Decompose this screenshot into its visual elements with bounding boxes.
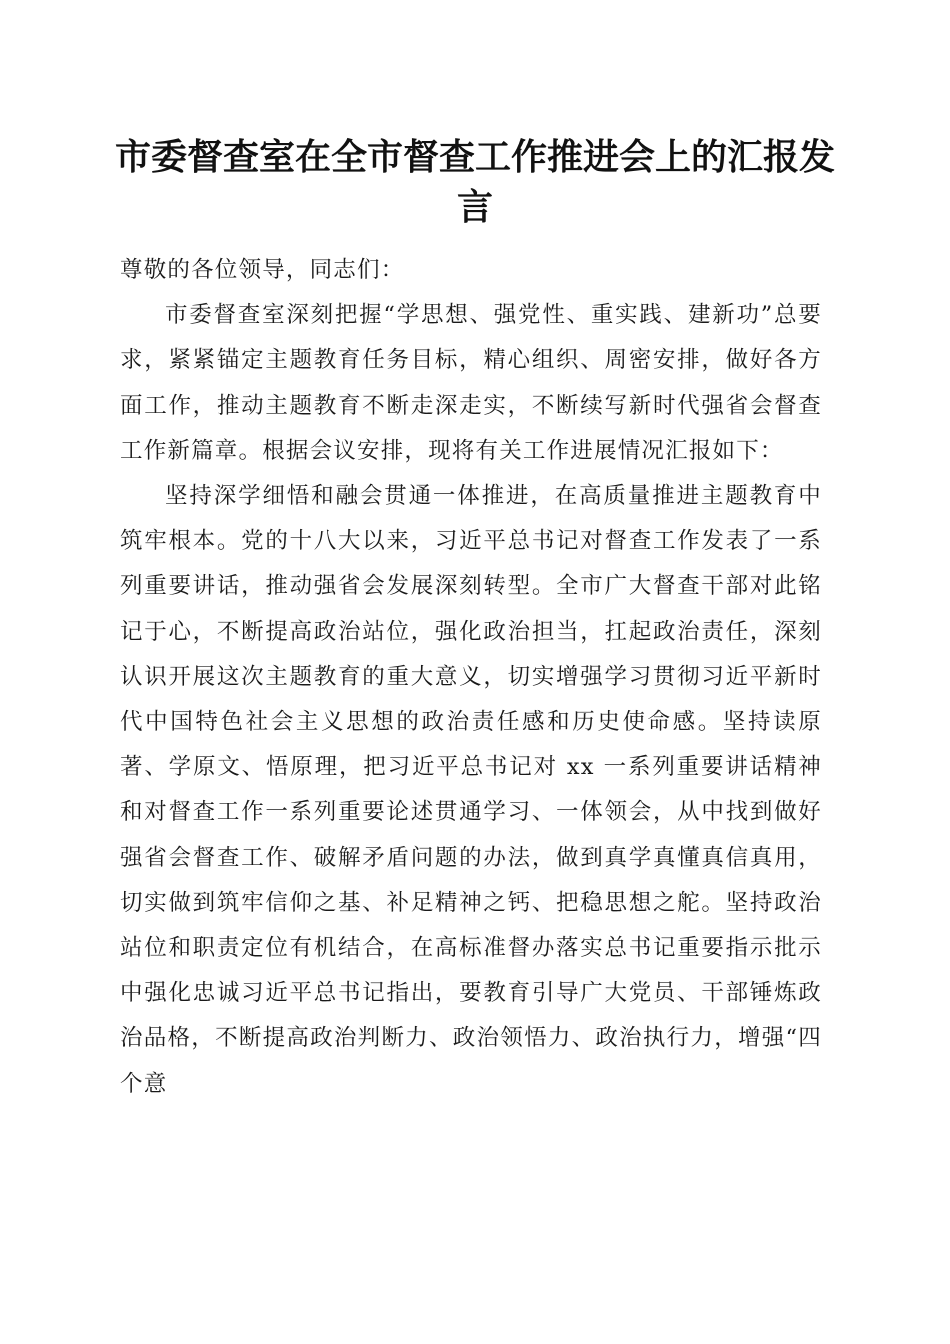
paragraph-intro: 市委督查室深刻把握“学思想、强党性、重实践、建新功”总要求，紧紧锚定主题教育任务目标，精心组织、周密安排，做好各方面工作，推动主题教育不断走深走实，不断续写新时代强省会督查工作新篇章。根据会议安排，现将有关工作进展情况汇报如下：: [120, 302, 822, 464]
document-title: 市委督查室在全市督查工作推进会上的汇报发言: [114, 136, 835, 228]
document-body: [120, 248, 822, 1107]
paragraph-study: 坚持深学细悟和融会贯通一体推进，在高质量推进主题教育中筑牢根本。党的十八大以来，习近平总书记对督查工作发表了一系列重要讲话，推动强省会发展深刻转型。全市广大督查干部对此铭记于心，不断提高政治站位，强化政治担当，扛起政治责任，深刻认识开展这次主题教育的重大意义，切实增强学习贯彻习近平新时代中国特色社会主义思想的政治责任感和历史使命感。坚持读原著、学原文、悟原理，把习近平总书记对 xx 一系列重要讲话精神和对督查工作一系列重要论述贯通学习、一体领会，从中找到做好强省会督查工作、破解矛盾问题的办法，做到真学真懂真信真用，切实做到筑牢信仰之基、补足精神之钙、把稳思想之舵。坚持政治站位和职责定位有机结合，在高标准督办落实总书记重要指示批示中强化忠诚习近平总书记指出，要教育引导广大党员、干部锤炼政治品格，不断提高政治判断力、政治领悟力、政治执行力，增强“四个意: [120, 483, 822, 1097]
salutation: 尊敬的各位领导，同志们：: [120, 257, 405, 283]
